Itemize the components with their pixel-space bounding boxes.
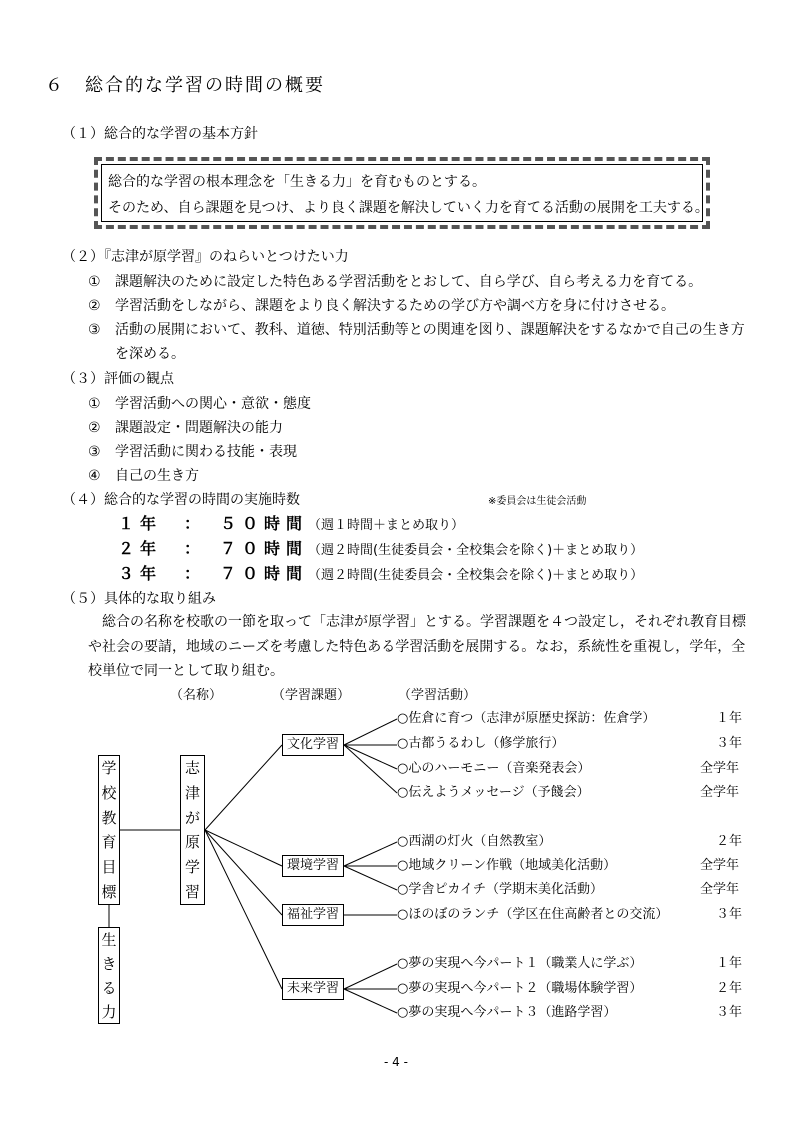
activity-item: ○夢の実現へ今パート３（進路学習）	[397, 1005, 617, 1020]
aim-text-1: 課題解決のために設定した特色ある学習活動をとおして、自ら学び、自ら考える力を育てる。	[115, 274, 703, 290]
school-goal-char: 教	[101, 808, 117, 827]
school-goal-char: 学	[101, 759, 117, 778]
hours-year-2-label: ２年 ： ７０時間	[118, 539, 309, 558]
activity-item: ○西湖の灯火（自然教室）	[397, 834, 552, 849]
col-header-activity: （学習活動）	[398, 688, 477, 703]
activity-grade: １年	[716, 711, 743, 726]
col-header-task: （学習課題）	[272, 688, 351, 703]
activity-item: ○佐倉に育つ（志津が原歴史探訪：佐倉学）	[397, 711, 656, 726]
hours-year-1-detail: （週１時間＋まとめ取り）	[308, 518, 465, 533]
task-welfare: 福祉学習	[282, 904, 344, 926]
life-power-char: き	[101, 955, 117, 973]
section-5-heading: （５）具体的な取り組み	[62, 591, 216, 607]
section-5-para-1: 総合の名称を校歌の一節を取って「志津が原学習」とする。学習課題を４つ設定し，それぞれ教育目標	[88, 614, 746, 630]
eval-num-2: ②	[88, 420, 101, 436]
section-3-heading: （３）評価の観点	[62, 371, 174, 387]
task-culture: 文化学習	[282, 734, 344, 756]
section-5-para-2: や社会の要請，地域のニーズを考慮した特色ある学習活動を展開する。なお，系統性を重視し，学年，全	[88, 639, 746, 655]
activity-item: ○ほのぼのランチ（学区在住高齢者との交流）	[397, 907, 669, 922]
policy-line-2: そのため、自ら課題を見つけ、より良く課題を解決していく力を育てる活動の展開を工夫する。	[108, 200, 709, 216]
hours-year-2-detail: （週２時間(生徒委員会・全校集会を除く)＋まとめ取り）	[308, 543, 644, 558]
activity-grade: ２年	[716, 834, 743, 849]
eval-num-3: ③	[88, 444, 101, 460]
school-goal-char: 育	[101, 833, 117, 852]
eval-text-2: 課題設定・問題解決の能力	[115, 420, 283, 436]
program-name-char: 習	[184, 882, 200, 901]
activity-grade: 全学年	[700, 761, 740, 776]
life-power-char: 力	[101, 1003, 117, 1021]
program-name-char: 学	[184, 857, 200, 876]
activity-item: ○夢の実現へ今パート２（職場体験学習）	[397, 981, 643, 996]
activity-grade: ３年	[716, 1005, 743, 1020]
committee-note: ※委員会は生徒会活動	[488, 496, 587, 507]
activity-grade: 全学年	[700, 882, 740, 897]
hours-year-3-label: ３年 ： ７０時間	[118, 564, 309, 583]
program-name-char: 津	[184, 783, 200, 802]
activity-item: ○学舎ピカイチ（学期末美化活動）	[397, 882, 603, 897]
activity-grade: 全学年	[700, 858, 740, 873]
policy-line-1: 総合的な学習の根本理念を「生きる力」を育むものとする。	[108, 174, 486, 190]
program-name-box	[180, 755, 205, 905]
school-goal-char: 目	[101, 857, 117, 876]
col-header-name: （名称）	[170, 688, 223, 703]
page-title: ６ 総合的な学習の時間の概要	[45, 75, 325, 96]
activity-grade: 全学年	[700, 785, 740, 800]
eval-num-1: ①	[88, 396, 101, 412]
aim-text-3-cont: を深める。	[115, 346, 185, 362]
section-1-heading: （１）総合的な学習の基本方針	[62, 126, 258, 142]
life-power-char: る	[101, 979, 117, 997]
program-name-char: が	[184, 808, 200, 827]
aim-num-2: ②	[88, 298, 101, 314]
activity-item: ○伝えようメッセージ（予餞会）	[397, 785, 590, 800]
program-name-char: 原	[184, 833, 200, 852]
eval-num-4: ④	[88, 468, 101, 484]
activity-grade: ２年	[716, 981, 743, 996]
eval-text-4: 自己の生き方	[115, 468, 199, 484]
activity-item: ○古都うるわし（修学旅行）	[397, 736, 565, 751]
activity-grade: ３年	[716, 907, 743, 922]
hours-year-3-detail: （週２時間(生徒委員会・全校集会を除く)＋まとめ取り）	[308, 568, 644, 583]
page-number: - 4 -	[384, 1055, 408, 1069]
activity-grade: １年	[716, 956, 743, 971]
hours-year-1-label: １年 ： ５０時間	[118, 514, 309, 533]
activity-grade: ３年	[716, 736, 743, 751]
activity-item: ○心のハーモニー（音楽発表会）	[397, 761, 591, 776]
school-goal-char: 標	[101, 882, 117, 901]
school-goal-char: 校	[101, 783, 117, 802]
activity-item: ○夢の実現へ今パート１（職業人に学ぶ）	[397, 956, 643, 971]
task-future: 未来学習	[282, 978, 344, 1000]
aim-text-3: 活動の展開において、教科、道徳、特別活動等との関連を図り、課題解決をするなかで自己の生き方	[115, 322, 745, 338]
task-environment: 環境学習	[282, 855, 344, 877]
aim-num-3: ③	[88, 322, 101, 338]
section-2-heading: （２）『志津が原学習』のねらいとつけたい力	[62, 249, 349, 265]
school-goal-box	[98, 755, 120, 905]
activity-item: ○地域クリーン作戦（地域美化活動）	[397, 858, 617, 873]
eval-text-3: 学習活動に関わる技能・表現	[115, 444, 297, 460]
aim-text-2: 学習活動をしながら、課題をより良く解決するための学び方や調べ方を身に付けさせる。	[115, 298, 675, 314]
life-power-box	[98, 927, 120, 1024]
aim-num-1: ①	[88, 274, 101, 290]
section-5-para-3: 校単位で同一として取り組む。	[88, 663, 284, 679]
program-name-char: 志	[184, 759, 200, 778]
section-4-heading: （４）総合的な学習の時間の実施時数	[62, 492, 300, 508]
eval-text-1: 学習活動への関心・意欲・態度	[115, 396, 311, 412]
life-power-char: 生	[101, 931, 117, 949]
